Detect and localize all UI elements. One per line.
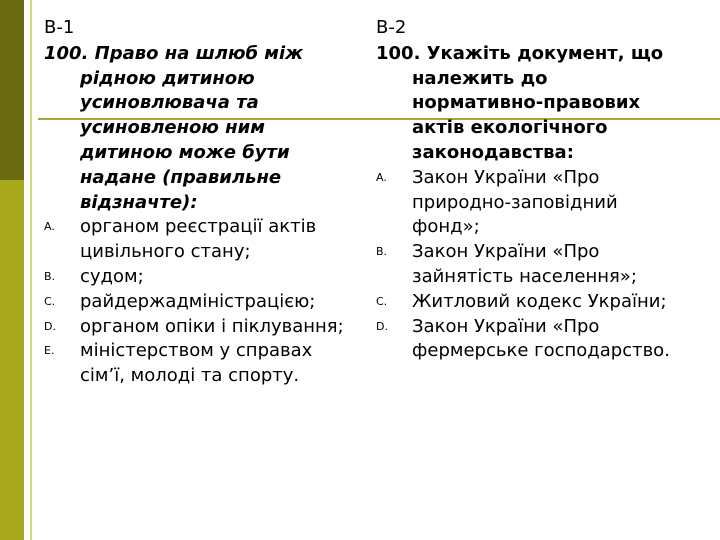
- option-item: [376, 240, 676, 290]
- option-text: Закон України «Про зайнятість населення»;: [412, 241, 637, 287]
- option-letter: B.: [44, 269, 56, 283]
- option-item: [44, 339, 354, 389]
- option-text: Житловий кодекс України;: [412, 290, 667, 312]
- variant-2-label: В-2: [376, 17, 407, 38]
- option-item: [44, 290, 354, 315]
- option-letter: A.: [376, 170, 387, 184]
- option-item: [376, 315, 676, 365]
- option-text: органом опіки і піклування;: [80, 315, 344, 337]
- option-item: [376, 290, 676, 315]
- option-text: Закон України «Про природно-заповідний фонд»;: [412, 166, 618, 238]
- option-letter: A.: [44, 220, 55, 234]
- option-item: [376, 166, 676, 240]
- variant-1-label: В-1: [44, 17, 75, 38]
- option-item: [44, 215, 354, 265]
- option-letter: D.: [44, 319, 56, 333]
- option-letter: B.: [376, 245, 388, 259]
- option-letter: E.: [44, 344, 55, 358]
- option-text: міністерством у справах сім’ї, молоді та спорту.: [80, 340, 313, 387]
- option-item: [44, 265, 354, 290]
- decorative-bar-light: [0, 180, 24, 540]
- option-letter: D.: [376, 319, 388, 333]
- option-text: Закон України «Про фермерське господарство.: [412, 315, 670, 362]
- variant-2-column: [376, 16, 676, 364]
- option-text: райдержадміністрацією;: [80, 290, 316, 312]
- option-letter: C.: [376, 294, 388, 308]
- decorative-bar-dark: [0, 0, 24, 180]
- variant-1-question: 100. Право на шлюб між рідною дитиною усиновлювача та усиновленою ним дитиною може бути надане (правильне відзначте):: [44, 42, 304, 213]
- variant-2-question: 100. Укажіть документ, що належить до нормативно-правових актів екологічного законодавства:: [376, 42, 664, 163]
- option-text: судом;: [80, 265, 144, 287]
- option-letter: C.: [44, 294, 56, 308]
- variant-1-column: [44, 16, 354, 389]
- option-item: [44, 315, 354, 340]
- decorative-vertical-line: [30, 0, 32, 540]
- option-text: органом реєстрації актів цивільного стану;: [80, 216, 317, 263]
